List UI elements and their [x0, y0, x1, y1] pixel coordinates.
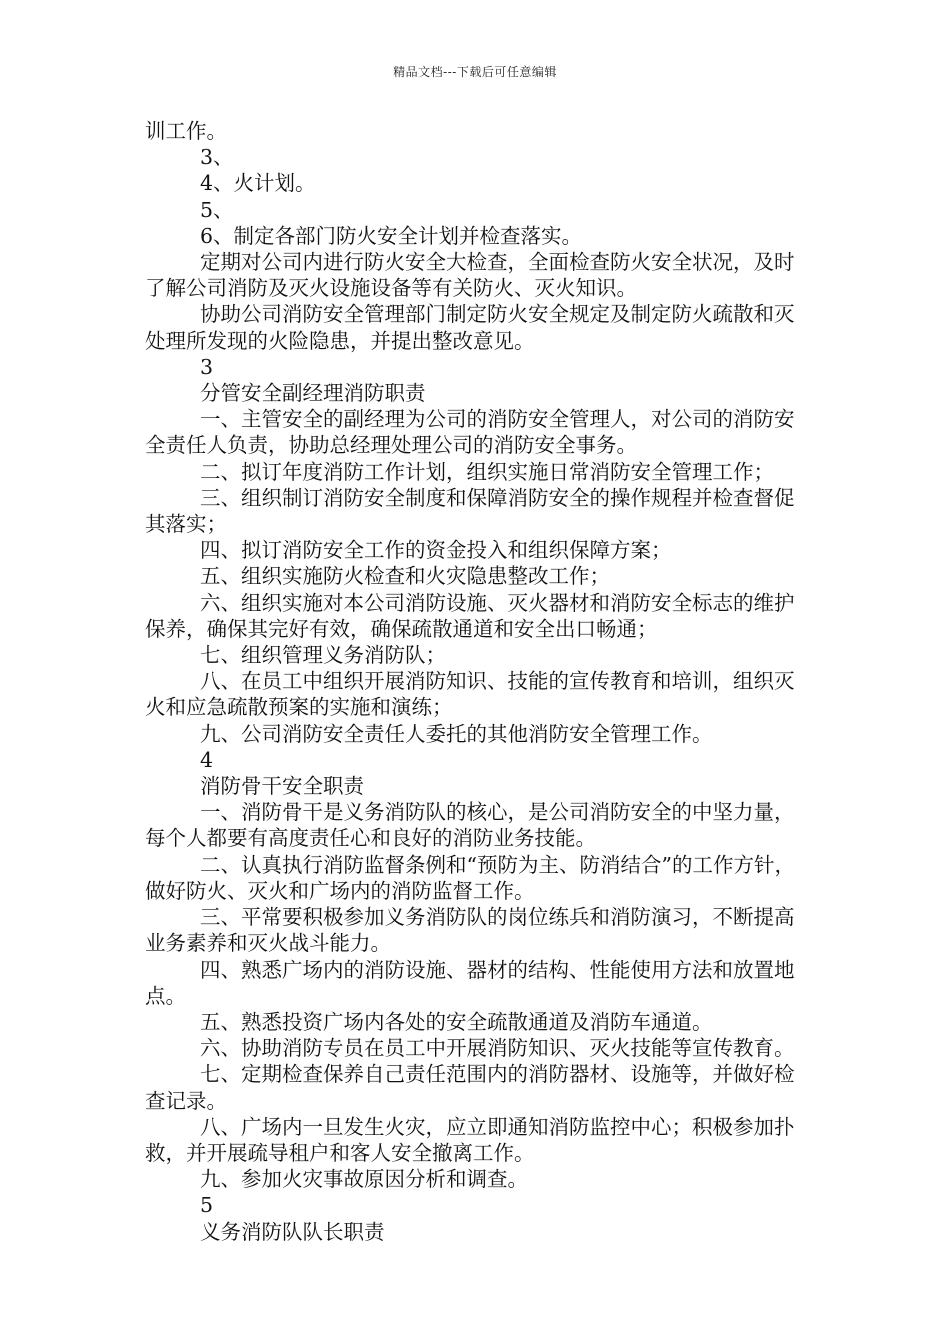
section-title: 分管安全副经理消防职责: [200, 381, 426, 406]
paragraph: 定期对公司内进行防火安全大检查，全面检查防火安全状况，及时了解公司消防及灭火设施设备等有关防火、灭火知识。: [145, 250, 795, 301]
paragraph: 四、拟订消防安全工作的资金投入和组织保障方案；: [200, 538, 672, 563]
paragraph: 一、主管安全的副经理为公司的消防安全管理人，对公司的消防安全责任人负责，协助总经理处理公司的消防安全事务。: [145, 407, 795, 458]
section-title: 消防骨干安全职责: [200, 774, 364, 799]
section-number: 5: [200, 1193, 214, 1218]
paragraph: 五、熟悉投资广场内各处的安全疏散通道及消防车通道。: [200, 1009, 713, 1034]
section-number: 3: [200, 354, 214, 379]
paragraph: 协助公司消防安全管理部门制定防火安全规定及制定防火疏散和灭处理所发现的火险隐患，并提出整改意见。: [145, 302, 795, 353]
section-title: 义务消防队队长职责: [200, 1219, 385, 1244]
paragraph: 二、认真执行消防监督条例和“预防为主、防消结合”的工作方针，做好防火、灭火和广场内的消防监督工作。: [145, 852, 795, 903]
paragraph: 二、拟订年度消防工作计划，组织实施日常消防安全管理工作；: [200, 459, 774, 484]
paragraph: 六、组织实施对本公司消防设施、灭火器材和消防安全标志的维护保养，确保其完好有效，确保疏散通道和安全出口畅通；: [145, 590, 795, 641]
paragraph: 3、: [200, 145, 234, 170]
paragraph: 训工作。: [145, 119, 227, 143]
paragraph: 三、组织制订消防安全制度和保障消防安全的操作规程并检查督促其落实；: [145, 485, 795, 537]
paragraph: 七、定期检查保养自己责任范围内的消防器材、设施等，并做好检查记录。: [145, 1062, 795, 1113]
paragraph: 三、平常要积极参加义务消防队的岗位练兵和消防演习，不断提高业务素养和灭火战斗能力。: [145, 905, 795, 956]
paragraph: 一、消防骨干是义务消防队的核心，是公司消防安全的中坚力量，每个人都要有高度责任心和良好的消防业务技能。: [145, 800, 795, 851]
paragraph: 5、: [200, 197, 234, 222]
section-number: 4: [200, 747, 214, 772]
document-body: [145, 118, 810, 1245]
paragraph: 6、制定各部门防火安全计划并检查落实。: [200, 223, 583, 248]
page-header: 精品文档---下载后可任意编辑: [393, 65, 557, 79]
paragraph: 五、组织实施防火检查和火灾隐患整改工作；: [200, 564, 610, 589]
paragraph: 八、在员工中组织开展消防知识、技能的宣传教育和培训，组织灭火和应急疏散预案的实施和演练；: [145, 669, 795, 720]
paragraph: 六、协助消防专员在员工中开展消防知识、灭火技能等宣传教育。: [200, 1036, 795, 1061]
paragraph: 九、参加火灾事故原因分析和调查。: [200, 1167, 528, 1192]
paragraph: 九、公司消防安全责任人委托的其他消防安全管理工作。: [200, 721, 713, 746]
paragraph: 八、广场内一旦发生火灾，应立即通知消防监控中心；积极参加扑救，并开展疏导租户和客人安全撤离工作。: [145, 1114, 795, 1165]
paragraph: 4、火计划。: [200, 171, 316, 196]
paragraph: 四、熟悉广场内的消防设施、器材的结构、性能使用方法和放置地点。: [145, 957, 795, 1008]
paragraph: 七、组织管理义务消防队；: [200, 643, 446, 668]
